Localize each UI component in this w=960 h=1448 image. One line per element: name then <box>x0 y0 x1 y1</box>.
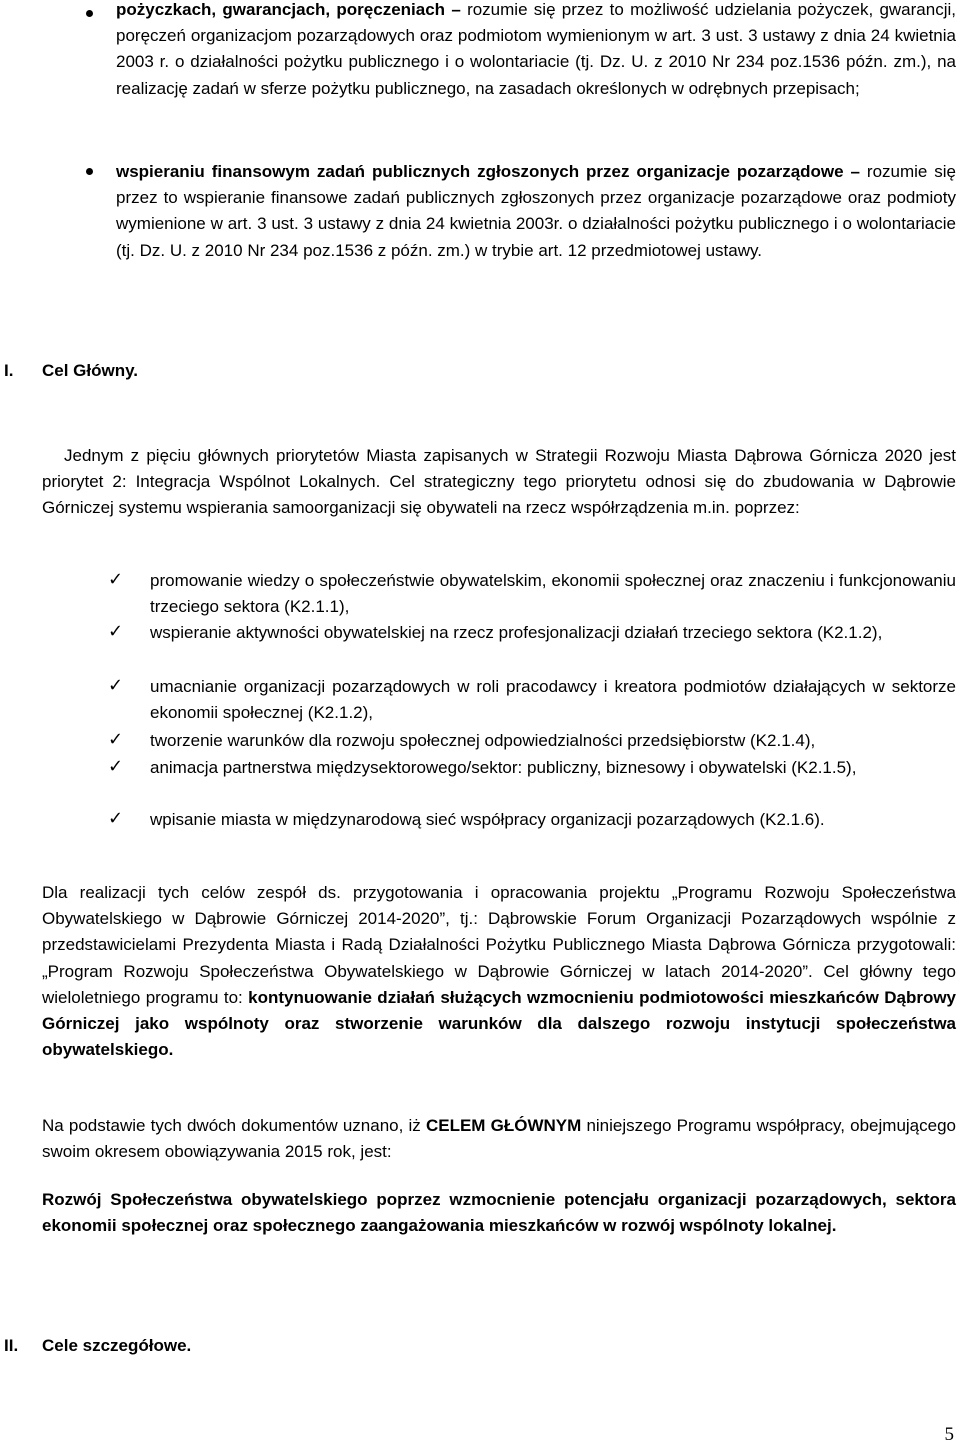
check-icon: ✓ <box>108 808 124 829</box>
bullet-dot <box>86 168 93 175</box>
section-number: II. <box>4 1336 19 1355</box>
definition-text: rozumie się przez to możliwość udzielania pożyczek, gwarancji, poręczeń organizacjom pozarządowych oraz podmiotom wymienionym w art. 3 ust. 3 ustawy z dnia 24 kwietnia 2003 r. o działalności pożytku publicznego i o wolontariacie (tj. Dz. U. z 2010 Nr 234 poz.1536 późn. zm.), na realizację zadań w sferze pożytku publicznego, na zasadach określonych w odrębnych przepisach; <box>116 0 956 98</box>
definition-paragraph-loans <box>116 0 956 102</box>
definition-term: wspieraniu finansowym zadań publicznych zgłoszonych przez organizacje pozarządowe <box>116 162 844 181</box>
check-icon: ✓ <box>108 756 124 777</box>
checklist-item: umacnianie organizacji pozarządowych w roli pracodawcy i kreatora podmiotów działających w sektorze ekonomii społecznej (K2.1.2), <box>150 677 956 723</box>
section-title: Cele szczegółowe. <box>42 1336 192 1355</box>
check-icon: ✓ <box>108 621 124 642</box>
definition-term: pożyczkach, gwarancjach, poręczeniach <box>116 0 446 19</box>
checklist-item: tworzenie warunków dla rozwoju społecznej odpowiedzialności przedsiębiorstw (K2.1.4), <box>150 731 816 750</box>
realization-paragraph <box>42 880 956 1063</box>
definition-dash: – <box>445 0 468 19</box>
basis-emphasis: CELEM GŁÓWNYM <box>425 1116 582 1135</box>
checklist-item: wspieranie aktywności obywatelskiej na rzecz profesjonalizacji działań trzeciego sektora (K2.1.2), <box>150 623 883 642</box>
basis-text-before: Na podstawie tych dwóch dokumentów uznano, iż <box>42 1116 426 1135</box>
realization-goal: kontynuowanie działań służących wzmocnieniu podmiotowości mieszkańców Dąbrowy Górniczej jako wspólnoty oraz stworzenie warunków dla dalszego rozwoju instytucji społeczeństwa obywatelskiego. <box>42 987 957 1060</box>
checklist-item: promowanie wiedzy o społeczeństwie obywatelskim, ekonomii społecznej oraz znaczeniu i funkcjonowaniu trzeciego sektora (K2.1.1), <box>150 571 956 617</box>
section-number: I. <box>4 361 14 380</box>
checklist-item: animacja partnerstwa międzysektorowego/sektor: publiczny, biznesowy i obywatelski (K2.1.5), <box>150 758 857 777</box>
basis-paragraph <box>42 1113 956 1165</box>
check-icon: ✓ <box>108 675 124 696</box>
realization-text: Dla realizacji tych celów zespół ds. przygotowania i opracowania projektu „Programu Rozwoju Społeczeństwa Obywatelskiego w Dąbrowie Górniczej 2014-2020”, tj.: Dąbrowskie Forum Organizacji Pozarządowych wspólnie z przedstawicielami Prezydenta Miasta i Radą Działalności Pożytku Publicznego Miasta Dąbrowa Górnicza przygotowali: „Program Rozwoju Społeczeństwa Obywatelskiego w Dąbrowie Górniczej w latach 2014-2020”. Cel główny tego wieloletniego programu to: <box>42 883 956 1007</box>
definition-text: rozumie się przez to wspieranie finansowe zadań publicznych zgłoszonych przez organizacje pozarządowe oraz podmioty wymienione w art. 3 ust. 3 ustawy z dnia 24 kwietnia 2003r. o działalności pożytku publicznego i o wolontariacie (tj. Dz. U. z 2010 Nr 234 poz.1536 z późn. zm.) w trybie art. 12 przedmiotowej ustawy. <box>116 162 957 260</box>
basis-text-after: niniejszego Programu współpracy, obejmującego swoim okresem obowiązywania 2015 rok, jest: <box>42 1116 956 1162</box>
main-goal-statement: Rozwój Społeczeństwa obywatelskiego poprzez wzmocnienie potencjału organizacji pozarządowych, sektora ekonomii społecznej oraz społecznego zaangażowania mieszkańców w rozwój wspólnoty lokalnej. <box>42 1190 956 1236</box>
intro-paragraph: Jednym z pięciu głównych priorytetów Miasta zapisanych w Strategii Rozwoju Miasta Dąbrowa Górnicza 2020 jest priorytet 2: Integracja Wspólnot Lokalnych. Cel strategiczny tego priorytetu odnosi się do zbudowania w Dąbrowie Górniczej systemu wspierania samoorganizacji się obywateli na rzecz współrządzenia m.in. poprzez: <box>42 446 956 518</box>
check-icon: ✓ <box>108 729 124 750</box>
section-title: Cel Główny. <box>42 361 139 380</box>
check-icon: ✓ <box>108 569 124 590</box>
definition-paragraph-funding <box>116 159 956 264</box>
definition-dash: – <box>843 162 867 181</box>
checklist-item: wpisanie miasta w międzynarodową sieć współpracy organizacji pozarządowych (K2.1.6). <box>150 810 825 829</box>
bullet-dot <box>86 10 93 17</box>
page-number: 5 <box>944 1424 954 1445</box>
